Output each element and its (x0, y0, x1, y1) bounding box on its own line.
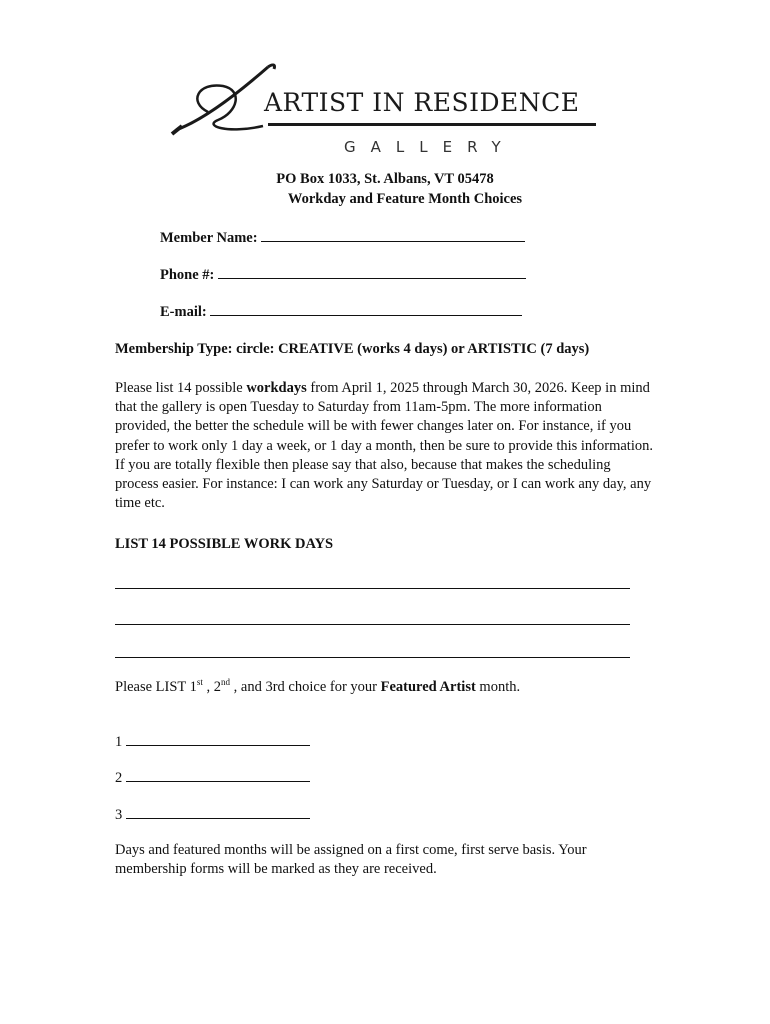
work-days-line[interactable] (115, 657, 630, 658)
featured-prompt-mid1: , 2 (202, 678, 222, 695)
logo-subtitle: GALLERY (344, 138, 516, 156)
email-input[interactable] (210, 301, 522, 316)
member-name-input[interactable] (261, 227, 525, 242)
featured-month-prompt (115, 677, 520, 696)
featured-sup-2: nd (221, 677, 231, 687)
email-field (160, 301, 522, 321)
featured-artist-bold: Featured Artist (380, 678, 476, 695)
instructions-text-start: Please list 14 possible (115, 380, 247, 396)
phone-field (160, 264, 526, 284)
page-title: Workday and Feature Month Choices (287, 191, 523, 207)
paintbrush-icon (168, 62, 278, 142)
featured-choice-2 (115, 767, 310, 787)
choice-input[interactable] (126, 804, 310, 819)
choice-number: 2 (115, 770, 123, 786)
choice-number: 1 (115, 734, 123, 750)
featured-prompt-mid2: , and 3rd choice for your (230, 678, 381, 695)
featured-sup-1: st (196, 677, 203, 687)
choice-input[interactable] (126, 731, 310, 746)
email-label: E-mail: (160, 304, 207, 320)
featured-choice-1 (115, 731, 310, 751)
instructions-text-end: from April 1, 2025 through March 30, 2026. Keep in mind that the gallery is open Tuesday to Saturday from 11am-5pm. The more information provided, the better the schedule will be with fewer changes later on. For instance, if you prefer to work only 1 day a week, or 1 day a month, then be sure to provide this information. If you are totally flexible then please say that also, because that makes the scheduling process easier. For instance: I can work any Saturday or Tuesday, or I can work any day, any time etc. (115, 380, 653, 512)
member-name-field (160, 227, 525, 247)
phone-label: Phone #: (160, 267, 215, 283)
featured-prompt-prefix: Please LIST 1 (115, 678, 197, 695)
logo-title: ARTIST IN RESIDENCE (264, 88, 580, 117)
work-days-heading: LIST 14 POSSIBLE WORK DAYS (115, 536, 334, 552)
phone-input[interactable] (218, 264, 526, 279)
work-days-line[interactable] (115, 588, 630, 589)
work-days-line[interactable] (115, 624, 630, 625)
logo-rule (268, 123, 596, 126)
membership-type: Membership Type: circle: CREATIVE (works 4 days) or ARTISTIC (7 days) (115, 341, 590, 357)
member-name-label: Member Name: (160, 230, 258, 246)
instructions-paragraph (115, 379, 655, 513)
instructions-bold-workdays: workdays (246, 380, 307, 396)
footer-note: Days and featured months will be assigned on a first come, first serve basis. Your membership forms will be marked as they are received. (115, 842, 587, 878)
choice-input[interactable] (126, 767, 310, 782)
choice-number: 3 (115, 807, 123, 823)
gallery-logo (168, 62, 608, 162)
address: PO Box 1033, St. Albans, VT 05478 (276, 171, 494, 187)
featured-prompt-suffix: month. (475, 678, 521, 695)
featured-choice-3 (115, 804, 310, 824)
